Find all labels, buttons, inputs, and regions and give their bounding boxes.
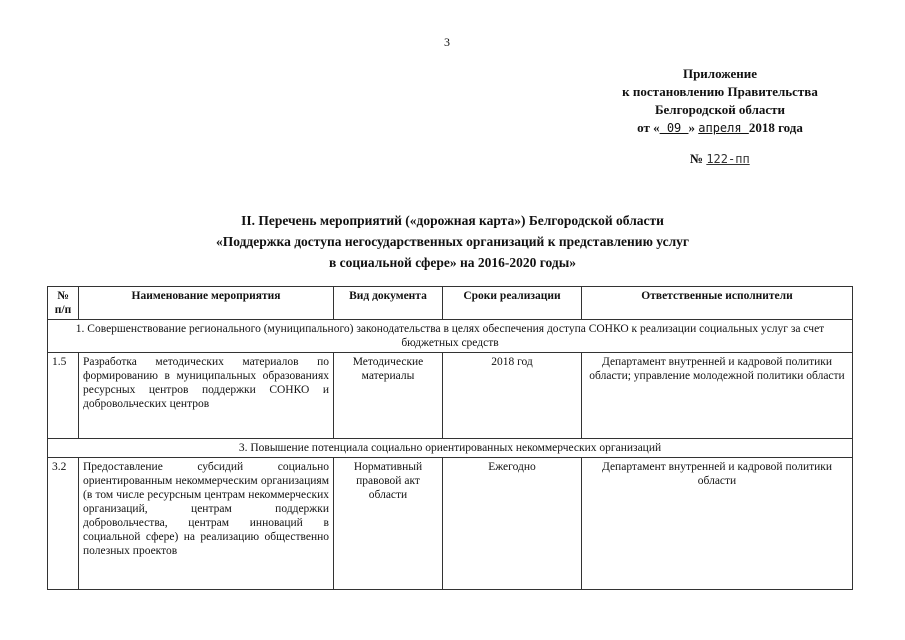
appendix-region: Белгородской области <box>654 102 786 117</box>
row-1-term: 2018 год <box>443 353 582 439</box>
table-row <box>48 458 853 590</box>
section-3-title: 3. Повышение потенциала социально ориентированных некоммерческих организаций <box>48 439 853 458</box>
row-2-resp: Департамент внутренней и кадровой политики области <box>582 458 853 590</box>
row-1-name: Разработка методических материалов по формированию в муниципальных образованиях ресурсных центров поддержки СОНКО и добровольческих центров <box>79 353 334 439</box>
row-2-doc: Нормативный правовой акт области <box>334 458 443 590</box>
table-row <box>48 353 853 439</box>
roadmap-table <box>47 286 853 590</box>
appendix-date <box>600 119 840 137</box>
appendix-title: Приложение <box>682 66 758 81</box>
decree-number <box>690 151 750 167</box>
row-2-name: Предоставление субсидий социально ориентированным некоммерческим организациям (в том числе ресурсным центрам некоммерческих организаций, центрам поддержки добровольчества, центрам инноваций в социальной сфере) на реализацию общественно полезных проектов <box>79 458 334 590</box>
date-year: 2018 года <box>748 120 803 135</box>
appendix-block <box>600 65 840 137</box>
header-doc: Вид документа <box>334 287 443 320</box>
title-line-1: II. Перечень мероприятий («дорожная карта») Белгородской области <box>241 213 664 228</box>
section-row-3 <box>48 439 853 458</box>
row-1-num: 1.5 <box>48 353 79 439</box>
document-title <box>150 210 755 273</box>
table-header-row <box>48 287 853 320</box>
row-2-num: 3.2 <box>48 458 79 590</box>
title-line-2: «Поддержка доступа негосударственных организаций к представлению услуг <box>215 234 690 249</box>
section-row-1 <box>48 320 853 353</box>
date-day: 09 <box>659 121 689 135</box>
page-number: 3 <box>444 35 450 49</box>
title-line-3: в социальной сфере» на 2016-2020 годы» <box>328 255 577 270</box>
date-month: апреля <box>698 121 749 135</box>
row-2-term: Ежегодно <box>443 458 582 590</box>
header-num: № п/п <box>48 287 79 320</box>
appendix-decree: к постановлению Правительства <box>622 84 818 99</box>
number-prefix: № <box>690 151 707 166</box>
number-value: 122-пп <box>706 152 750 166</box>
date-mid: » <box>688 120 699 135</box>
row-1-doc: Методические материалы <box>334 353 443 439</box>
section-1-title: 1. Совершенствование регионального (муниципального) законодательства в целях обеспечения доступа СОНКО к реализации социальных услуг за счет бюджетных средств <box>48 320 853 353</box>
date-prefix: от « <box>637 120 660 135</box>
header-resp: Ответственные исполнители <box>582 287 853 320</box>
header-term: Сроки реализации <box>443 287 582 320</box>
header-name: Наименование мероприятия <box>79 287 334 320</box>
row-1-resp: Департамент внутренней и кадровой политики области; управление молодежной политики области <box>582 353 853 439</box>
